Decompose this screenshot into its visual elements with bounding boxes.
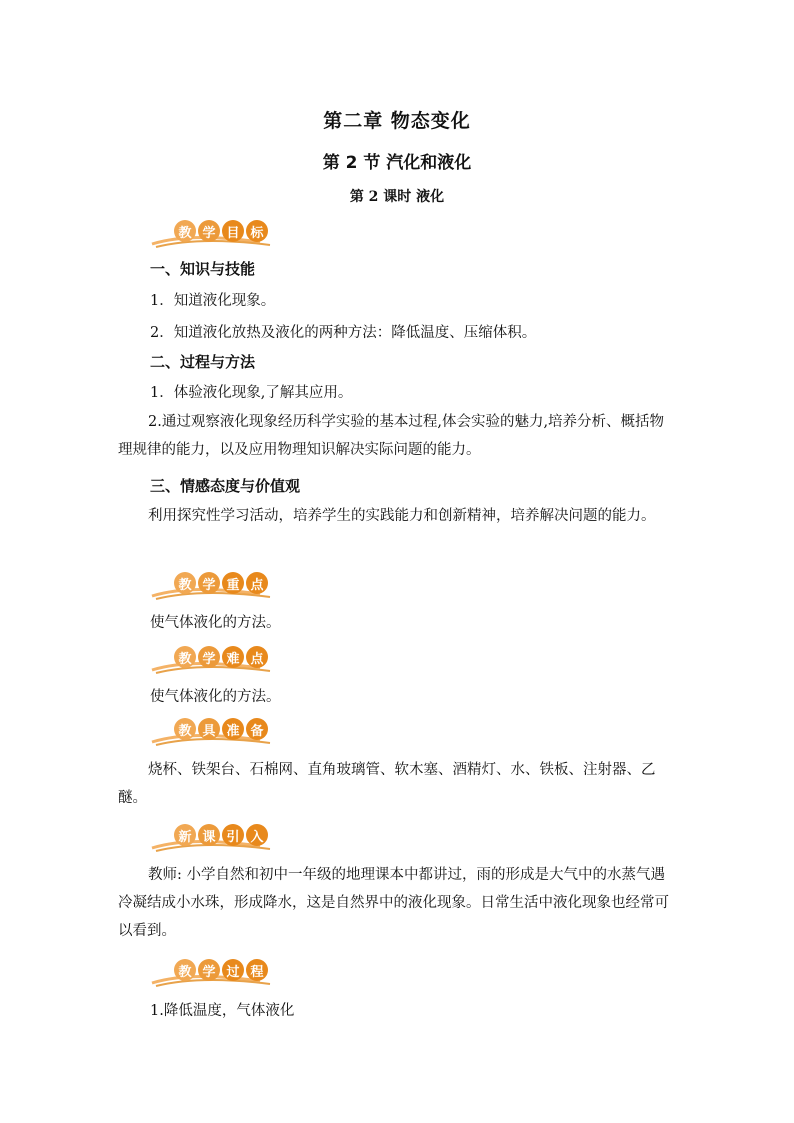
- banner-char: 备: [246, 718, 268, 740]
- banner-char: 准: [222, 718, 244, 740]
- banner-objectives: [150, 218, 280, 250]
- banner-char: 课: [198, 824, 220, 846]
- banner-char: 教: [174, 959, 196, 981]
- banner-key-points: [150, 570, 280, 602]
- objective-process-1: 1．体验液化现象,了解其应用。: [150, 385, 353, 401]
- banner-char: 学: [198, 220, 220, 242]
- objective-knowledge-1: 1．知道液化现象。: [150, 293, 276, 309]
- objective-attitude-1: 利用探究性学习活动，培养学生的实践能力和创新精神，培养解决问题的能力。: [148, 508, 656, 524]
- objective-process-2: 2.通过观察液化现象经历科学实验的基本过程,体会实验的魅力,培养分析、概括物理规律的能力，以及应用物理知识解决实际问题的能力。: [118, 414, 665, 458]
- lesson-title: 第 2 课时 液化: [349, 189, 445, 205]
- banner-char: 引: [222, 824, 244, 846]
- difficulties-text: 使气体液化的方法。: [150, 689, 281, 705]
- banner-char: 教: [174, 646, 196, 668]
- key-points-text: 使气体液化的方法。: [150, 615, 281, 631]
- banner-materials: [150, 716, 280, 748]
- objectives-heading-process: 二、过程与方法: [150, 353, 256, 371]
- banner-intro: [150, 822, 280, 854]
- intro-text: 教师: 小学自然和初中一年级的地理课本中都讲过，雨的形成是大气中的水蒸气遇冷凝结成小水珠，形成降水，这是自然界中的液化现象。日常生活中液化现象也经常可以看到。: [118, 867, 669, 939]
- banner-char: 教: [174, 718, 196, 740]
- banner-char: 教: [174, 220, 196, 242]
- banner-difficulties: [150, 644, 280, 676]
- banner-process: [150, 957, 280, 989]
- objectives-heading-attitude: 三、情感态度与价值观: [150, 477, 301, 495]
- banner-char: 标: [246, 220, 268, 242]
- banner-char: 教: [174, 572, 196, 594]
- process-step-1: 1.降低温度，气体液化: [150, 1003, 295, 1019]
- banner-char: 程: [246, 959, 268, 981]
- banner-char: 难: [222, 646, 244, 668]
- section-title: 第 2 节 汽化和液化: [322, 153, 472, 173]
- banner-char: 过: [222, 959, 244, 981]
- banner-char: 具: [198, 718, 220, 740]
- banner-char: 点: [246, 572, 268, 594]
- objective-knowledge-2: 2．知道液化放热及液化的两种方法：降低温度、压缩体积。: [150, 325, 537, 341]
- chapter-title: 第二章 物态变化: [323, 110, 471, 132]
- banner-char: 重: [222, 572, 244, 594]
- banner-char: 学: [198, 572, 220, 594]
- banner-char: 目: [222, 220, 244, 242]
- objectives-heading-knowledge: 一、知识与技能: [150, 260, 256, 278]
- banner-char: 学: [198, 646, 220, 668]
- banner-char: 入: [246, 824, 268, 846]
- banner-char: 学: [198, 959, 220, 981]
- banner-char: 点: [246, 646, 268, 668]
- banner-char: 新: [174, 824, 196, 846]
- materials-text: 烧杯、铁架台、石棉网、直角玻璃管、软木塞、酒精灯、水、铁板、注射器、乙醚。: [118, 762, 656, 806]
